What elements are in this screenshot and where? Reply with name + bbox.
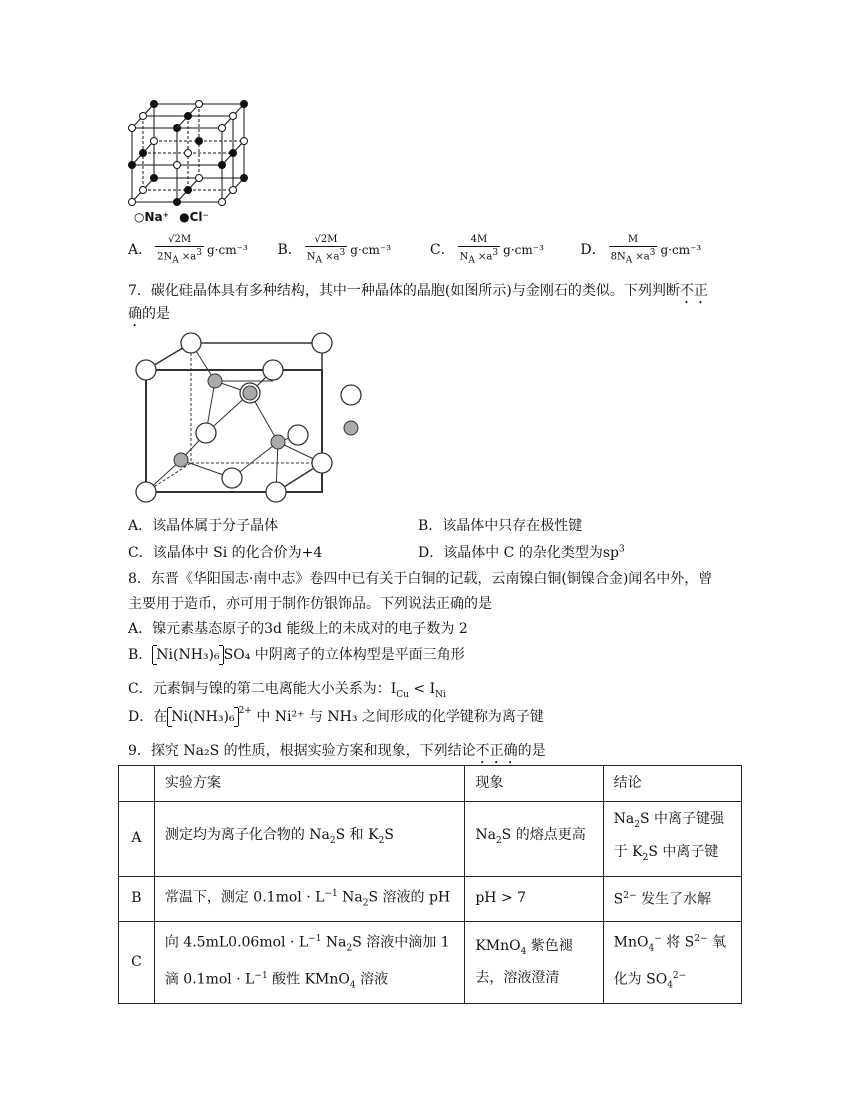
q7-option-d[interactable]: D．该晶体中 C 的杂化类型为$sp^3$ xyxy=(418,544,625,561)
nacl-legend xyxy=(134,210,209,224)
q7-option-c[interactable]: C．该晶体中 Si 的化合价为+4 xyxy=(128,545,323,561)
q7-option-a[interactable]: A．该晶体属于分子晶体 xyxy=(128,518,279,534)
row-observation: $Na_2S$ 的熔点更高 xyxy=(465,802,603,877)
q6-a-den: $2N_A \times a^3$ xyxy=(157,248,203,266)
row-observation: pH > 7 xyxy=(465,876,603,921)
q7-option-b[interactable]: B．该晶体中只存在极性键 xyxy=(418,518,583,534)
row-plan: 常温下，测定 $0.1mol \cdot L^{-1}$ $Na_2S$ 溶液的 pH xyxy=(154,876,464,921)
legend-na: ○Na⁺ xyxy=(134,210,169,224)
row-conclusion: MnO$_4$− 将 $S^{2-}$ 氧化为 $SO_4^{2-}$ xyxy=(603,922,741,1004)
q8-option-b[interactable]: B． Ni(NH₃)₆ SO₄ 中阴离子的立体构型是平面三角形 xyxy=(128,647,465,663)
row-observation: KMnO$_4$ 紫色褪去，溶液澄清 xyxy=(465,922,603,1004)
q8-option-d[interactable]: D．在 Ni(NH₃)₆ $^{2+}$ 中 Ni²⁺ 与 NH₃ 之间形成的化学键称为离子键 xyxy=(128,706,544,725)
q6-a-num: √2M xyxy=(155,234,204,247)
q8-d-complex: Ni(NH₃)₆ xyxy=(167,708,238,726)
q6-option-d[interactable]: D． $\frac{M}{8N_A \times a^3}$ g·cm⁻³ xyxy=(580,234,702,266)
q8-option-a[interactable]: A．镍元素基态原子的3d 能级上的未成对的电子数为 2 xyxy=(128,621,468,637)
q8-stem-line2: 主要用于造币，亦可用于制作仿银饰品。下列说法正确的是 xyxy=(128,596,492,612)
row-plan: 向 $4.5mL0.06mol \cdot L^{-1}$ $Na_2S$ 溶液中滴加 1 滴 $0.1mol \cdot L^{-1}$ 酸性 KMnO$_4$ 溶液 xyxy=(154,922,464,1004)
row-conclusion: $S^{2-}$ 发生了水解 xyxy=(603,876,741,921)
legend-cl: ●Cl⁻ xyxy=(179,210,209,224)
q8-b-complex: Ni(NH₃)₆ xyxy=(152,646,223,664)
table-header: 结论 xyxy=(603,766,741,802)
q7-stem-line2: 确的是 xyxy=(128,306,170,322)
row-id: C xyxy=(119,922,155,1004)
table-row xyxy=(119,802,742,877)
table-header: 现象 xyxy=(465,766,603,802)
table-header-row xyxy=(119,766,742,802)
table-header: 实验方案 xyxy=(154,766,464,802)
nacl-crystal-figure xyxy=(124,98,254,210)
table-row xyxy=(119,876,742,921)
q6-option-c[interactable]: C． $\frac{4M}{N_A \times a^3}$ g·cm⁻³ xyxy=(429,234,544,266)
row-plan: 测定均为离子化合物的 $Na_2S$ 和 $K_2S$ xyxy=(154,802,464,877)
q6-option-b[interactable]: B． $\frac{√2M}{N_A \times a^3}$ g·cm⁻³ xyxy=(277,234,392,266)
row-conclusion: $Na_2S$ 中离子键强于 $K_2S$ 中离子键 xyxy=(603,802,741,877)
sic-crystal-figure xyxy=(128,330,368,510)
q6-options xyxy=(128,234,748,266)
row-id: B xyxy=(119,876,155,921)
q9-experiment-table xyxy=(118,765,742,1004)
q8-option-c[interactable]: C．元素铜与镍的第二电离能大小关系为：$I_{Cu} < I_{Ni}$ xyxy=(128,681,446,700)
row-id: A xyxy=(119,802,155,877)
table-header xyxy=(119,766,155,802)
q6-option-a[interactable]: A． $\frac{√2M}{2N_A \times a^3}$ g·cm⁻³ xyxy=(128,234,248,266)
q8-stem-line1: 8．东晋《华阳国志·南中志》卷四中已有关于白铜的记载，云南镍白铜(铜镍合金)闻名中外，曾 xyxy=(128,571,713,587)
q9-stem: 9．探究 Na₂S 的性质，根据实验方案和现象，下列结论不正确的是 xyxy=(128,743,546,759)
q7-stem-line1: 7．碳化硅晶体具有多种结构，其中一种晶体的晶胞(如图所示)与金刚石的类似。下列判断不正 xyxy=(128,283,708,299)
table-row xyxy=(119,922,742,1004)
